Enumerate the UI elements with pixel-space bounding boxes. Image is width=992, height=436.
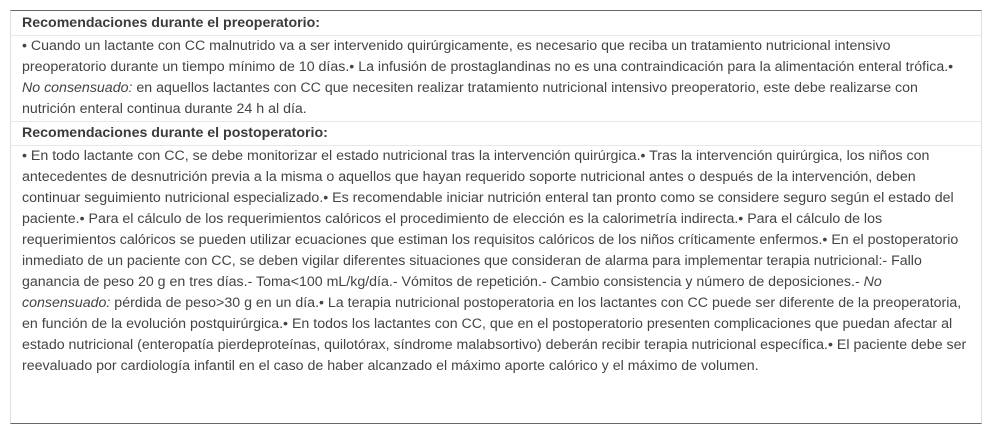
preoperative-heading: Recomendaciones durante el preoperatorio: bbox=[22, 15, 321, 31]
preoperative-not-consensus-label: No consensuado: bbox=[22, 80, 133, 96]
postoperative-text-part2: pérdida de peso>30 g en un día.• La terapia nutricional postoperatoria en los lactantes con CC puede ser diferente de la preoperatoria, en función de la evolución postquirúrgica.• En todos los lactantes con CC, que en el postoperatorio presenten complicaciones que puedan afectar al estado nutricional (enteropatía pierdeproteínas, quilotórax, síndrome malabsortivo) deberán recibir terapia nutricional específica.• El paciente debe ser reevaluado por cardiología infantil en el caso de haber alcanzado el máximo aporte calórico y el máximo de volumen. bbox=[22, 295, 967, 374]
postoperative-heading: Recomendaciones durante el postoperatorio: bbox=[22, 125, 328, 141]
recommendations-table bbox=[10, 10, 982, 424]
postoperative-not-consensus-label: No consensuado: bbox=[22, 274, 882, 311]
postoperative-recommendations bbox=[22, 146, 972, 377]
preoperative-recommendations bbox=[22, 36, 972, 120]
row-divider bbox=[11, 121, 981, 122]
postoperative-text-part1: • En todo lactante con CC, se debe monitorizar el estado nutricional tras la intervención quirúrgica.• Tras la intervención quirúrgica, los niños con antecedentes de desnutrición previa a la misma o aquellos que hayan requerido soporte nutricional antes o después de la intervención, deben continuar seguimiento nutricional especializado.• Es recomendable iniciar nutrición enteral tan pronto como se considere seguro según el estado del paciente.• Para el cálculo de los requerimientos calóricos el procedimiento de elección es la calorimetría indirecta.• Para el cálculo de los requerimientos calóricos se pueden utilizar ecuaciones que estiman los requisitos calóricos de los niños críticamente enfermos.• En el postoperatorio inmediato de un paciente con CC, se deben vigilar diferentes situaciones que consideran de alarma para implementar terapia nutricional:- Fallo ganancia de peso 20 g en tres días.- Toma<100 mL/kg/día.- Vómitos de repetición.- Cambio consistencia y número de deposiciones.- bbox=[22, 148, 959, 290]
preoperative-text-part1: • Cuando un lactante con CC malnutrido va a ser intervenido quirúrgicamente, es necesario que reciba un tratamiento nutricional intensivo preoperatorio durante un tiempo mínimo de 10 días.• La infusión de prostaglandinas no es una contraindicación para la alimentación enteral trófica.• bbox=[22, 38, 954, 75]
preoperative-text-part2: en aquellos lactantes con CC que necesiten realizar tratamiento nutricional intensivo preoperatorio, este debe realizarse con nutrición enteral continua durante 24 h al día. bbox=[22, 80, 918, 117]
